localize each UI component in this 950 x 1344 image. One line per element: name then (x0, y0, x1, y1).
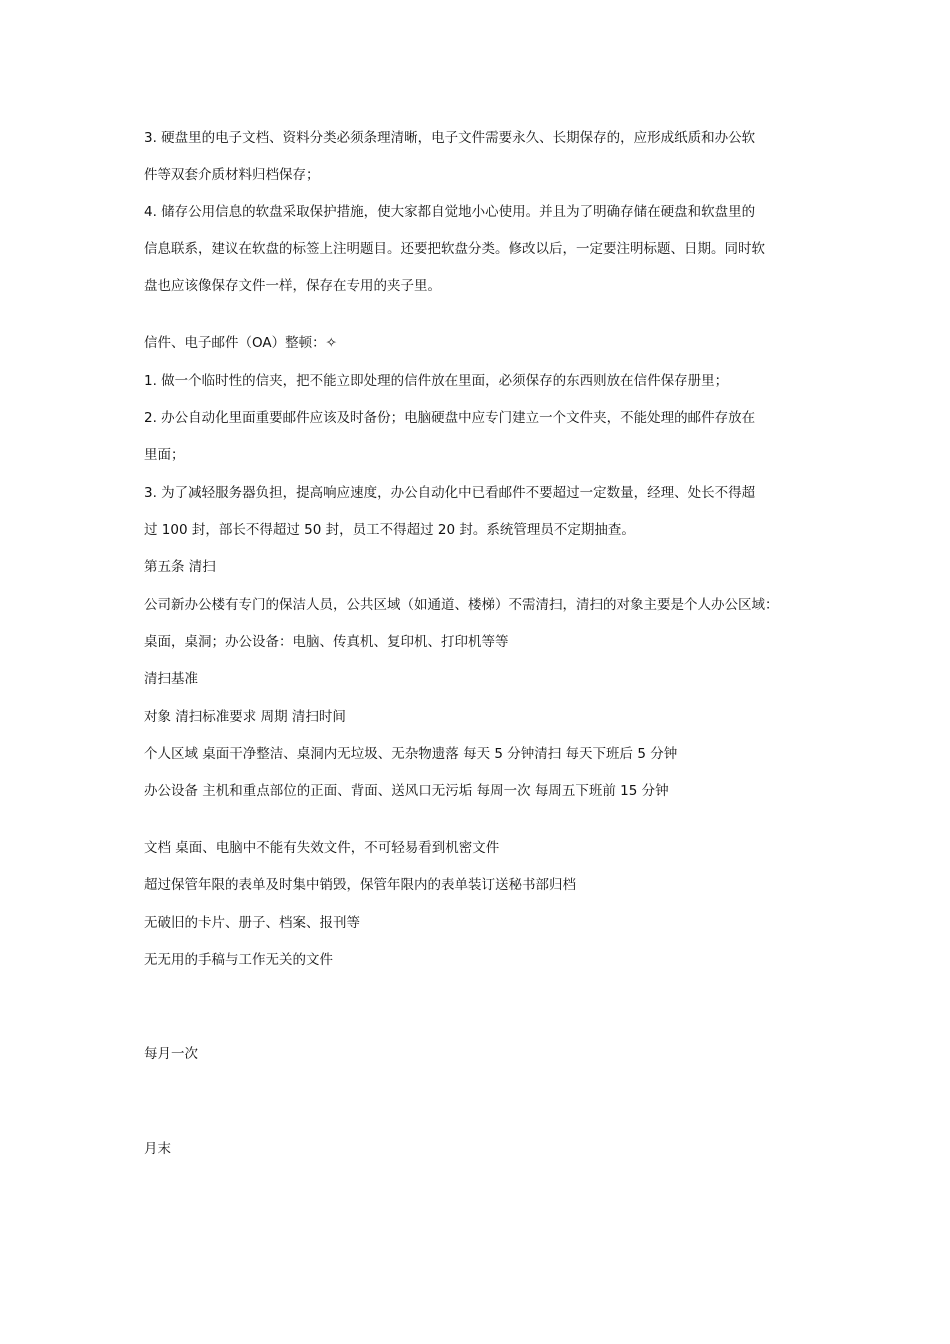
paragraph-line: 2. 办公自动化里面重要邮件应该及时备份；电脑硬盘中应专门建立一个文件夹，不能处理的邮件存放在 (144, 410, 756, 426)
table-header-line: 对象 清扫标准要求 周期 清扫时间 (144, 709, 346, 725)
table-row-line: 无无用的手稿与工作无关的文件 (144, 952, 333, 968)
paragraph-line: 件等双套介质材料归档保存； (144, 167, 320, 183)
table-row-line: 办公设备 主机和重点部位的正面、背面、送风口无污垢 每周一次 每周五下班前 15 分钟 (144, 783, 669, 799)
paragraph-line: 盘也应该像保存文件一样，保存在专用的夹子里。 (144, 278, 441, 294)
article-heading: 第五条 清扫 (144, 559, 216, 575)
time-cell: 月末 (144, 1141, 171, 1157)
paragraph-line: 桌面，桌洞；办公设备：电脑、传真机、复印机、打印机等等 (144, 634, 509, 650)
cycle-cell: 每月一次 (144, 1046, 198, 1062)
table-row-line: 个人区域 桌面干净整洁、桌洞内无垃圾、无杂物遗落 每天 5 分钟清扫 每天下班后 5 分钟 (144, 746, 678, 762)
table-row-line: 文档 桌面、电脑中不能有失效文件，不可轻易看到机密文件 (144, 840, 500, 856)
table-row-line: 无破旧的卡片、册子、档案、报刊等 (144, 915, 360, 931)
section-heading: 清扫基准 (144, 671, 198, 687)
section-heading: 信件、电子邮件（OA）整顿：✧ (144, 335, 337, 351)
paragraph-line: 1. 做一个临时性的信夹，把不能立即处理的信件放在里面，必须保存的东西则放在信件保存册里； (144, 373, 729, 389)
table-row-line: 超过保管年限的表单及时集中销毁，保管年限内的表单装订送秘书部归档 (144, 877, 576, 893)
paragraph-line: 信息联系，建议在软盘的标签上注明题目。还要把软盘分类。修改以后，一定要注明标题、日期。同时软 (144, 241, 765, 257)
paragraph-line: 3. 为了减轻服务器负担，提高响应速度，办公自动化中已看邮件不要超过一定数量，经理、处长不得超 (144, 485, 756, 501)
paragraph-line: 过 100 封，部长不得超过 50 封，员工不得超过 20 封。系统管理员不定期抽查。 (144, 522, 635, 538)
paragraph-line: 3. 硬盘里的电子文档、资料分类必须条理清晰，电子文件需要永久、长期保存的，应形成纸质和办公软 (144, 130, 756, 146)
paragraph-line: 公司新办公楼有专门的保洁人员，公共区域（如通道、楼梯）不需清扫，清扫的对象主要是个人办公区域： (144, 597, 779, 613)
paragraph-line: 4. 储存公用信息的软盘采取保护措施，使大家都自觉地小心使用。并且为了明确存储在硬盘和软盘里的 (144, 204, 756, 220)
paragraph-line: 里面； (144, 447, 185, 463)
